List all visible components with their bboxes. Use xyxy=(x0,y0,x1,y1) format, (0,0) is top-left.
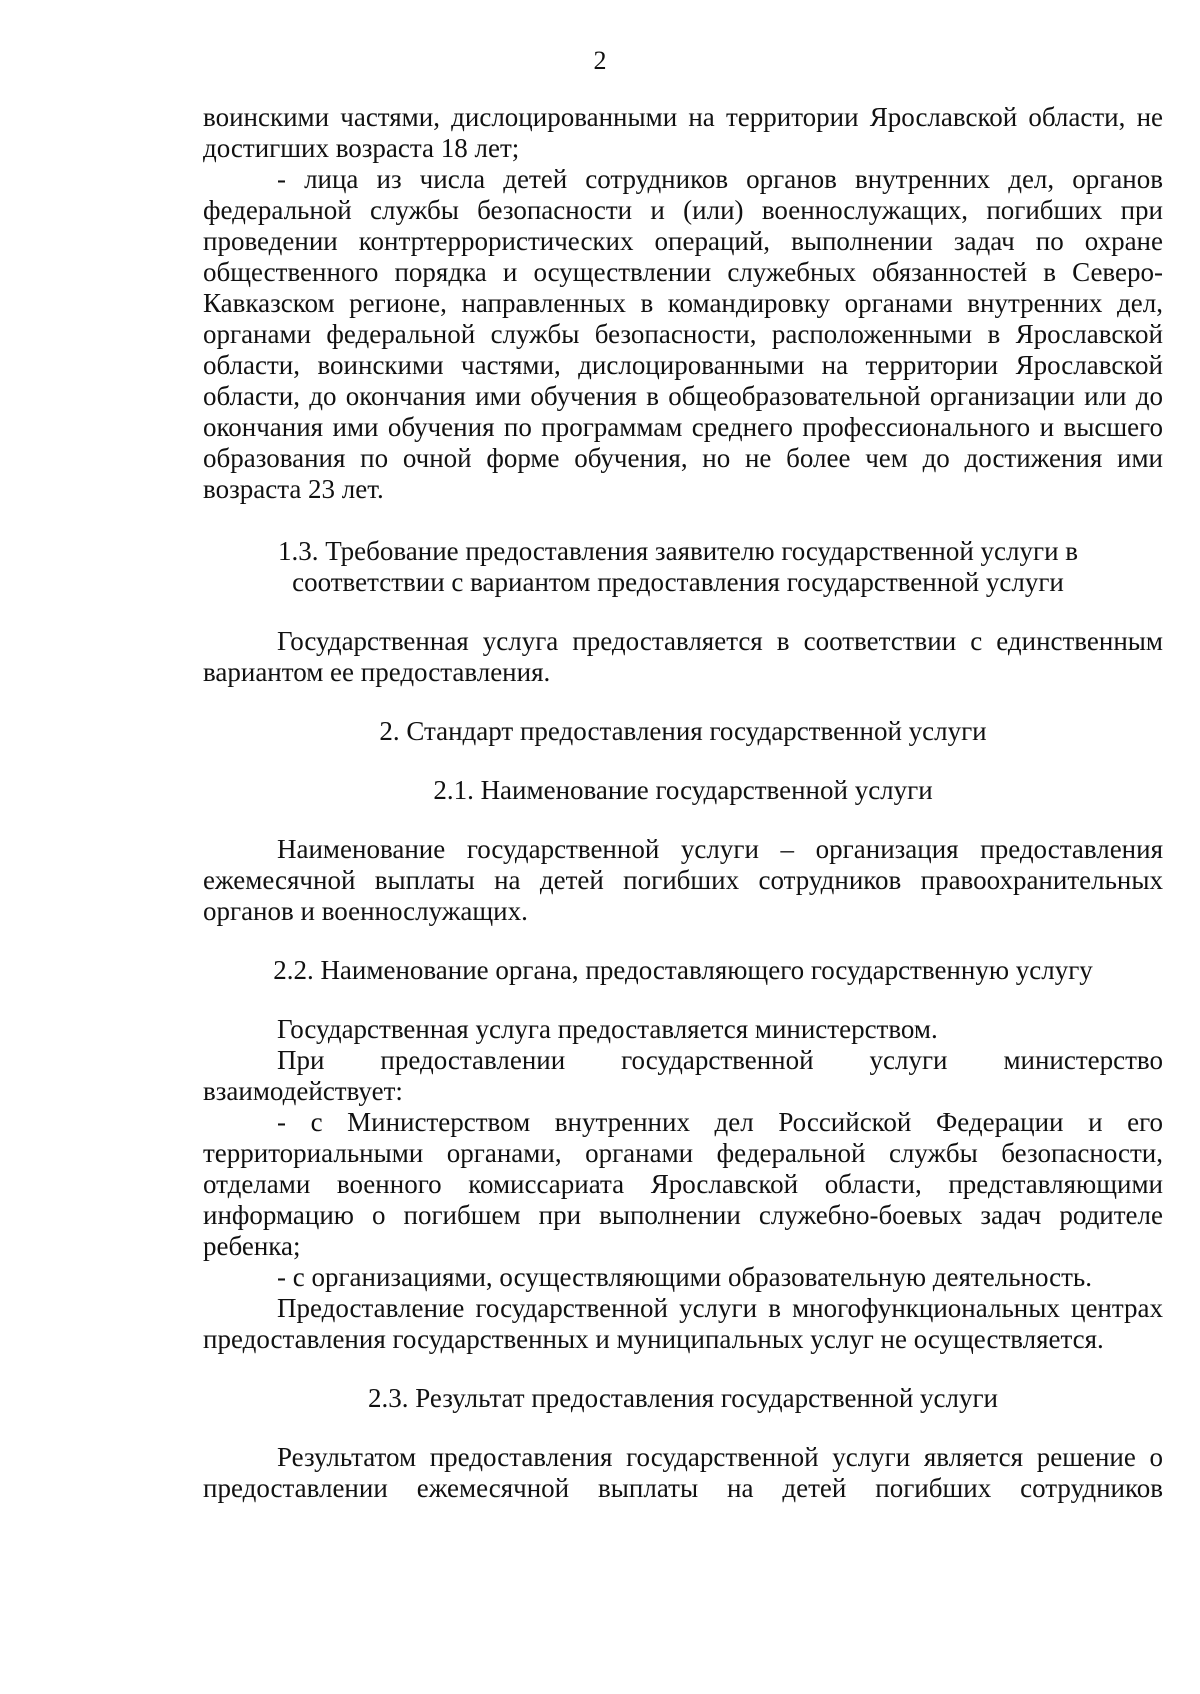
section-heading-2-1: 2.1. Наименование государственной услуги xyxy=(433,775,933,805)
page-number: 2 xyxy=(593,46,607,75)
paragraph-single-variant: Государственная услуга предоставляется в соответствии с единственным вариантом ее предоставления. xyxy=(203,626,1163,687)
section-heading-2-3: 2.3. Результат предоставления государственной услуги xyxy=(367,1383,999,1413)
paragraph-ministry-interacts: При предоставлении государственной услуги министерство взаимодействует: xyxy=(203,1045,1163,1106)
paragraph-mfc-not-provided: Предоставление государственной услуги в многофункциональных центрах предоставления государственных и муниципальных услуг не осуществляется. xyxy=(203,1293,1163,1354)
document-body xyxy=(203,102,1163,1504)
section-heading-1-3: 1.3. Требование предоставления заявителю государственной услуги в соответствии с вариантом предоставления государственной услуги xyxy=(277,536,1079,597)
paragraph-provided-by-ministry: Государственная услуга предоставляется министерством. xyxy=(277,1014,938,1044)
section-heading-2: 2. Стандарт предоставления государственной услуги xyxy=(379,716,987,746)
paragraph-mvd-list-item: - с Министерством внутренних дел Российской Федерации и его территориальными органами, органами федеральной службы безопасности, отделами военного комиссариата Ярославской области, представляющими информацию о погибшем при выполнении служебно-боевых задач родителе ребенка; xyxy=(203,1107,1163,1261)
paragraph-service-name: Наименование государственной услуги – организация предоставления ежемесячной выплаты на детей погибших сотрудников правоохранительных органов и военнослужащих. xyxy=(203,834,1163,926)
paragraph-children-list-item: - лица из числа детей сотрудников органов внутренних дел, органов федеральной службы безопасности и (или) военнослужащих, погибших при проведении контртеррористических операций, выполнении задач по охране общественного порядка и осуществлении служебных обязанностей в Северо-Кавказском регионе, направленных в командировку органами внутренних дел, органами федеральной службы безопасности, расположенными в Ярославской области, воинскими частями, дислоцированными на территории Ярославской области, до окончания ими обучения в общеобразовательной организации или до окончания ими обучения по программам среднего профессионального и высшего образования по очной форме обучения, но не более чем до достижения ими возраста 23 лет. xyxy=(203,164,1163,504)
paragraph-result-of-service: Результатом предоставления государственной услуги является решение о предоставлении ежемесячной выплаты на детей погибших сотрудников xyxy=(203,1442,1163,1503)
paragraph-education-orgs-list-item: - с организациями, осуществляющими образовательную деятельность. xyxy=(277,1262,1092,1292)
paragraph-continuation: воинскими частями, дислоцированными на территории Ярославской области, не достигших возраста 18 лет; xyxy=(203,102,1163,163)
section-heading-2-2: 2.2. Наименование органа, предоставляющего государственную услугу xyxy=(273,955,1093,985)
